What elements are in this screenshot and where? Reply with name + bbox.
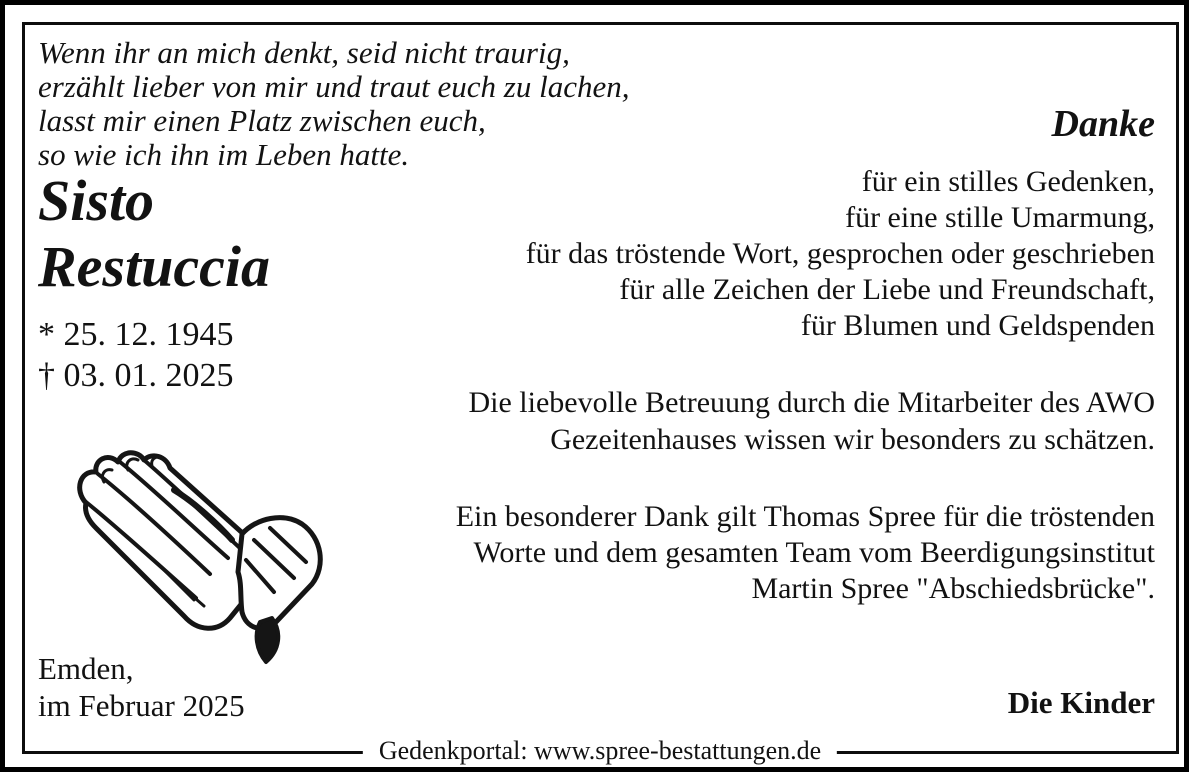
paragraph-spree-line: Ein besonderer Dank gilt Thomas Spree für die tröstenden xyxy=(455,500,1155,533)
life-dates xyxy=(38,314,234,396)
thanks-line: für Blumen und Geldspenden xyxy=(800,309,1155,342)
poem-line: Wenn ihr an mich denkt, seid nicht traurig, xyxy=(38,35,570,70)
thanks-line: für ein stilles Gedenken, xyxy=(861,165,1155,198)
thanks-line: für alle Zeichen der Liebe und Freundschaft, xyxy=(619,273,1155,306)
praying-hands-icon xyxy=(70,448,335,666)
deceased-name xyxy=(38,168,270,300)
deceased-last-name: Restuccia xyxy=(38,234,270,299)
poem-line: so wie ich ihn im Leben hatte. xyxy=(38,137,410,172)
deceased-first-name: Sisto xyxy=(38,168,155,233)
thanks-line: für das tröstende Wort, gesprochen oder geschrieben xyxy=(525,237,1155,270)
paragraph-awo-line: Gezeitenhauses wissen wir besonders zu schätzen. xyxy=(550,423,1155,456)
date-note: im Februar 2025 xyxy=(38,688,245,723)
paragraph-spree-line: Worte und dem gesamten Team vom Beerdigungsinstitut xyxy=(473,536,1155,569)
gedenkportal-footer: Gedenkportal: www.spree-bestattungen.de xyxy=(363,736,837,766)
paragraph-spree-line: Martin Spree "Abschiedsbrücke". xyxy=(751,572,1155,605)
poem-line: lasst mir einen Platz zwischen euch, xyxy=(38,103,486,138)
place: Emden, xyxy=(38,651,134,686)
birth-date: * 25. 12. 1945 xyxy=(38,316,234,353)
thanks-line: für eine stille Umarmung, xyxy=(845,201,1155,234)
poem-line: erzählt lieber von mir und traut euch zu lachen, xyxy=(38,69,630,104)
thanks-title: Danke xyxy=(1051,103,1155,145)
paragraph-spree xyxy=(456,499,1155,607)
paragraph-awo xyxy=(468,384,1155,458)
poem xyxy=(38,36,630,172)
signature: Die Kinder xyxy=(1007,685,1155,720)
place-and-date xyxy=(38,650,245,724)
death-date: † 03. 01. 2025 xyxy=(38,357,234,394)
paragraph-awo-line: Die liebevolle Betreuung durch die Mitarbeiter des AWO xyxy=(468,386,1155,419)
thanks-list xyxy=(526,164,1155,344)
